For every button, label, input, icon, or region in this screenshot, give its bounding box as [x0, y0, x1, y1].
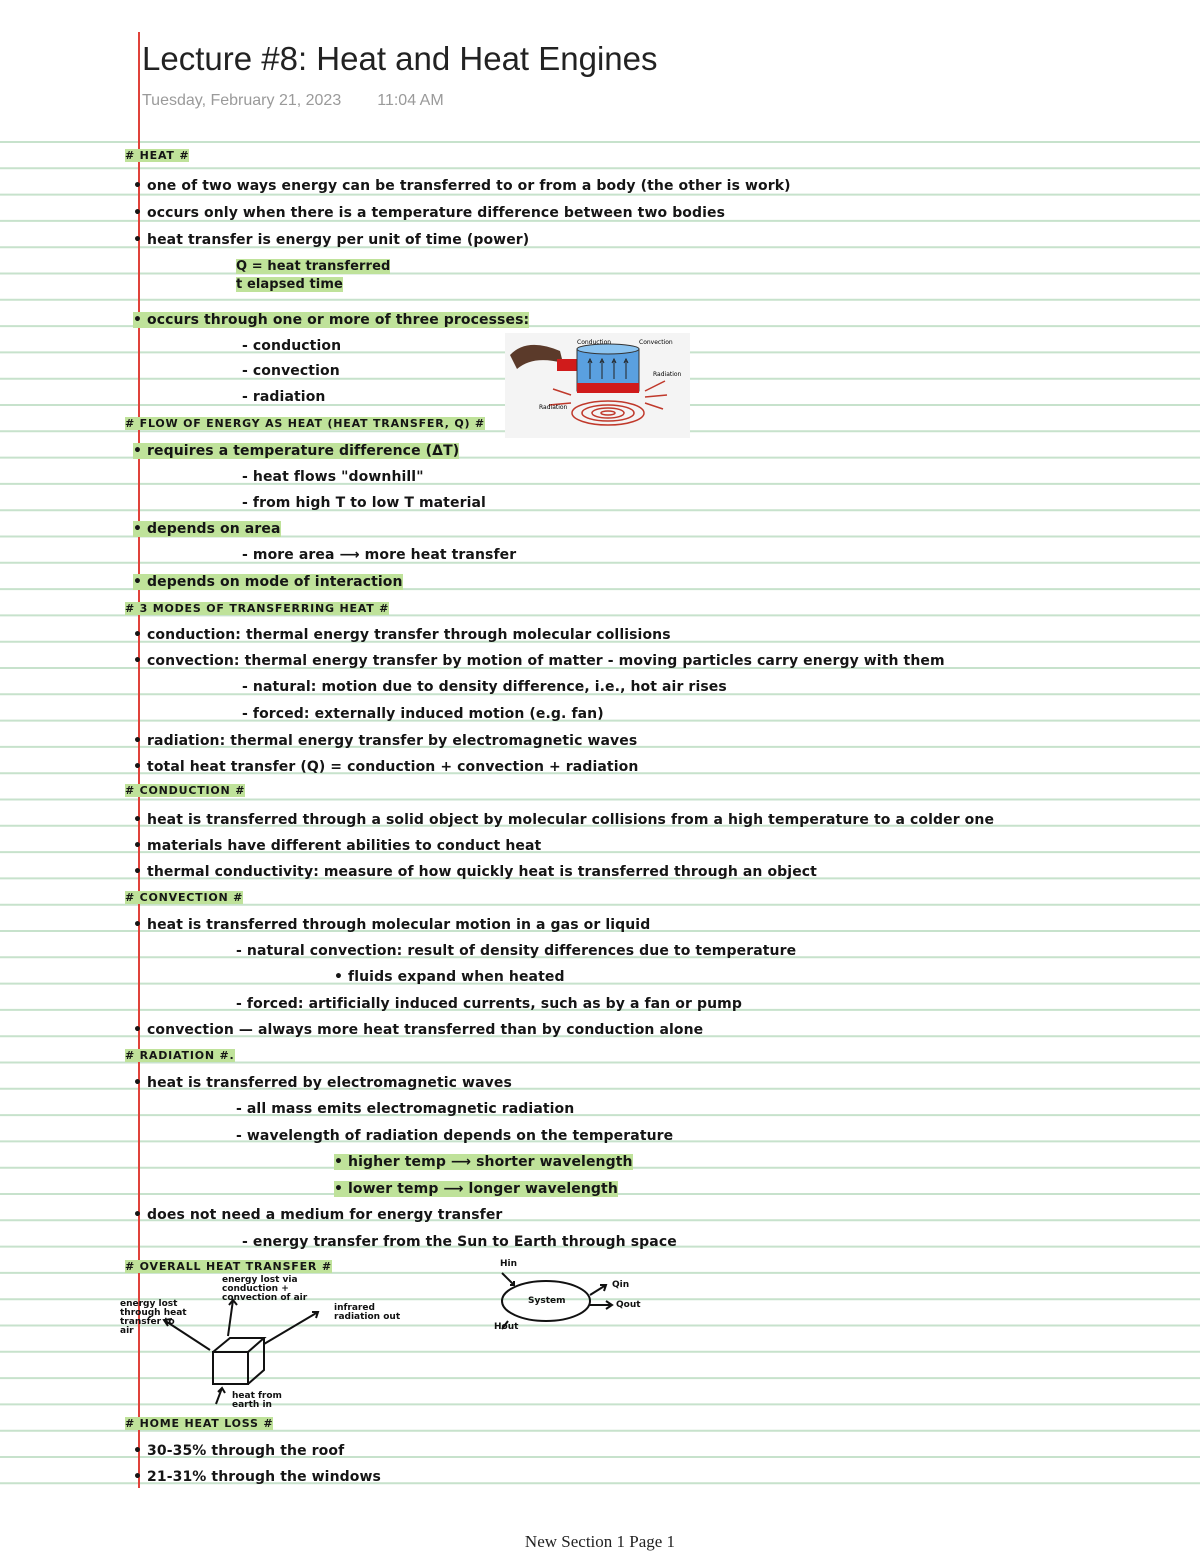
- figure-label-convection: Convection: [639, 339, 673, 346]
- note-line: - heat flows "downhill": [242, 469, 424, 485]
- sketch-label-top: energy lost via conduction + convection of air: [222, 1275, 308, 1303]
- sketch-label-right: infrared radiation out: [334, 1303, 401, 1322]
- page-timestamp: [142, 92, 444, 110]
- note-line: • one of two ways energy can be transferred to or from a body (the other is work): [133, 178, 791, 194]
- system-hout-label: Hout: [494, 1322, 519, 1332]
- note-line: • occurs only when there is a temperature difference between two bodies: [133, 205, 726, 221]
- note-line: - wavelength of radiation depends on the temperature: [236, 1128, 674, 1144]
- note-line: - from high T to low T material: [242, 495, 486, 511]
- sketch-label-bottom: heat from earth in: [232, 1391, 282, 1410]
- note-line: • heat is transferred through a solid object by molecular collisions from a high temperature to a colder one: [133, 812, 995, 828]
- page-date: Tuesday, February 21, 2023: [142, 92, 342, 109]
- section-heading-convection: # CONVECTION #: [125, 891, 244, 904]
- note-line: • heat is transferred by electromagnetic waves: [133, 1075, 512, 1091]
- page-footer: New Section 1 Page 1: [524, 1532, 676, 1551]
- formula-denominator: t elapsed time: [236, 277, 343, 292]
- note-line: • 30-35% through the roof: [133, 1443, 345, 1459]
- note-line: - forced: artificially induced currents, such as by a fan or pump: [236, 996, 742, 1012]
- section-heading-conduction: # CONDUCTION #: [125, 784, 246, 797]
- note-line: • does not need a medium for energy transfer: [133, 1207, 503, 1223]
- heat-transfer-figure: [505, 333, 690, 438]
- note-line: • 21-31% through the windows: [133, 1469, 381, 1485]
- section-heading-flow: # FLOW OF ENERGY AS HEAT (HEAT TRANSFER, Q) #: [125, 417, 485, 430]
- section-heading-home: # HOME HEAT LOSS #: [125, 1417, 274, 1430]
- figure-label-radiation-left: Radiation: [539, 404, 568, 411]
- note-line: • requires a temperature difference (ΔT): [133, 443, 460, 459]
- note-line: • fluids expand when heated: [334, 969, 565, 985]
- note-line: • heat is transferred through molecular motion in a gas or liquid: [133, 917, 651, 933]
- system-qin-label: Qin: [612, 1280, 630, 1290]
- note-line: • conduction: thermal energy transfer through molecular collisions: [133, 627, 671, 643]
- page-time: 11:04 AM: [377, 92, 444, 109]
- system-hin-label: Hin: [500, 1259, 518, 1269]
- note-line: - forced: externally induced motion (e.g. fan): [242, 706, 604, 722]
- note-line: • thermal conductivity: measure of how quickly heat is transferred through an object: [133, 864, 817, 880]
- note-line: - energy transfer from the Sun to Earth through space: [242, 1234, 677, 1250]
- figure-label-radiation-right: Radiation: [653, 371, 682, 378]
- note-line: • radiation: thermal energy transfer by electromagnetic waves: [133, 733, 638, 749]
- section-heading-overall: # OVERALL HEAT TRANSFER #: [125, 1260, 332, 1273]
- page-title: Lecture #8: Heat and Heat Engines: [142, 40, 658, 77]
- system-qout-label: Qout: [616, 1300, 641, 1310]
- note-line: • occurs through one or more of three processes:: [133, 312, 530, 328]
- note-line: • depends on area: [133, 521, 281, 537]
- note-line: • total heat transfer (Q) = conduction + convection + radiation: [133, 759, 639, 775]
- note-line: • higher temp ⟶ shorter wavelength: [334, 1154, 633, 1170]
- formula-numerator: Q = heat transferred: [236, 259, 391, 274]
- note-line: - radiation: [242, 389, 326, 405]
- note-line: - convection: [242, 363, 340, 379]
- section-heading-radiation: # RADIATION #.: [125, 1049, 235, 1062]
- note-line: • convection: thermal energy transfer by motion of matter - moving particles carry energy with them: [133, 653, 945, 669]
- note-line: • materials have different abilities to conduct heat: [133, 838, 542, 854]
- note-line: - natural convection: result of density differences due to temperature: [236, 943, 797, 959]
- note-line: - conduction: [242, 338, 342, 354]
- section-heading-heat: # HEAT #: [125, 149, 190, 162]
- note-line: • lower temp ⟶ longer wavelength: [334, 1181, 618, 1197]
- system-label: System: [528, 1296, 566, 1306]
- note-line: - all mass emits electromagnetic radiation: [236, 1101, 575, 1117]
- note-line: • convection — always more heat transferred than by conduction alone: [133, 1022, 704, 1038]
- note-line: - natural: motion due to density difference, i.e., hot air rises: [242, 679, 727, 695]
- sketch-label-left: energy lost through heat transfer to air: [120, 1299, 187, 1336]
- section-heading-modes: # 3 MODES OF TRANSFERRING HEAT #: [125, 602, 390, 615]
- note-line: • heat transfer is energy per unit of time (power): [133, 232, 530, 248]
- note-line: - more area ⟶ more heat transfer: [242, 547, 517, 563]
- note-line: • depends on mode of interaction: [133, 574, 403, 590]
- figure-label-conduction: Conduction: [577, 339, 612, 346]
